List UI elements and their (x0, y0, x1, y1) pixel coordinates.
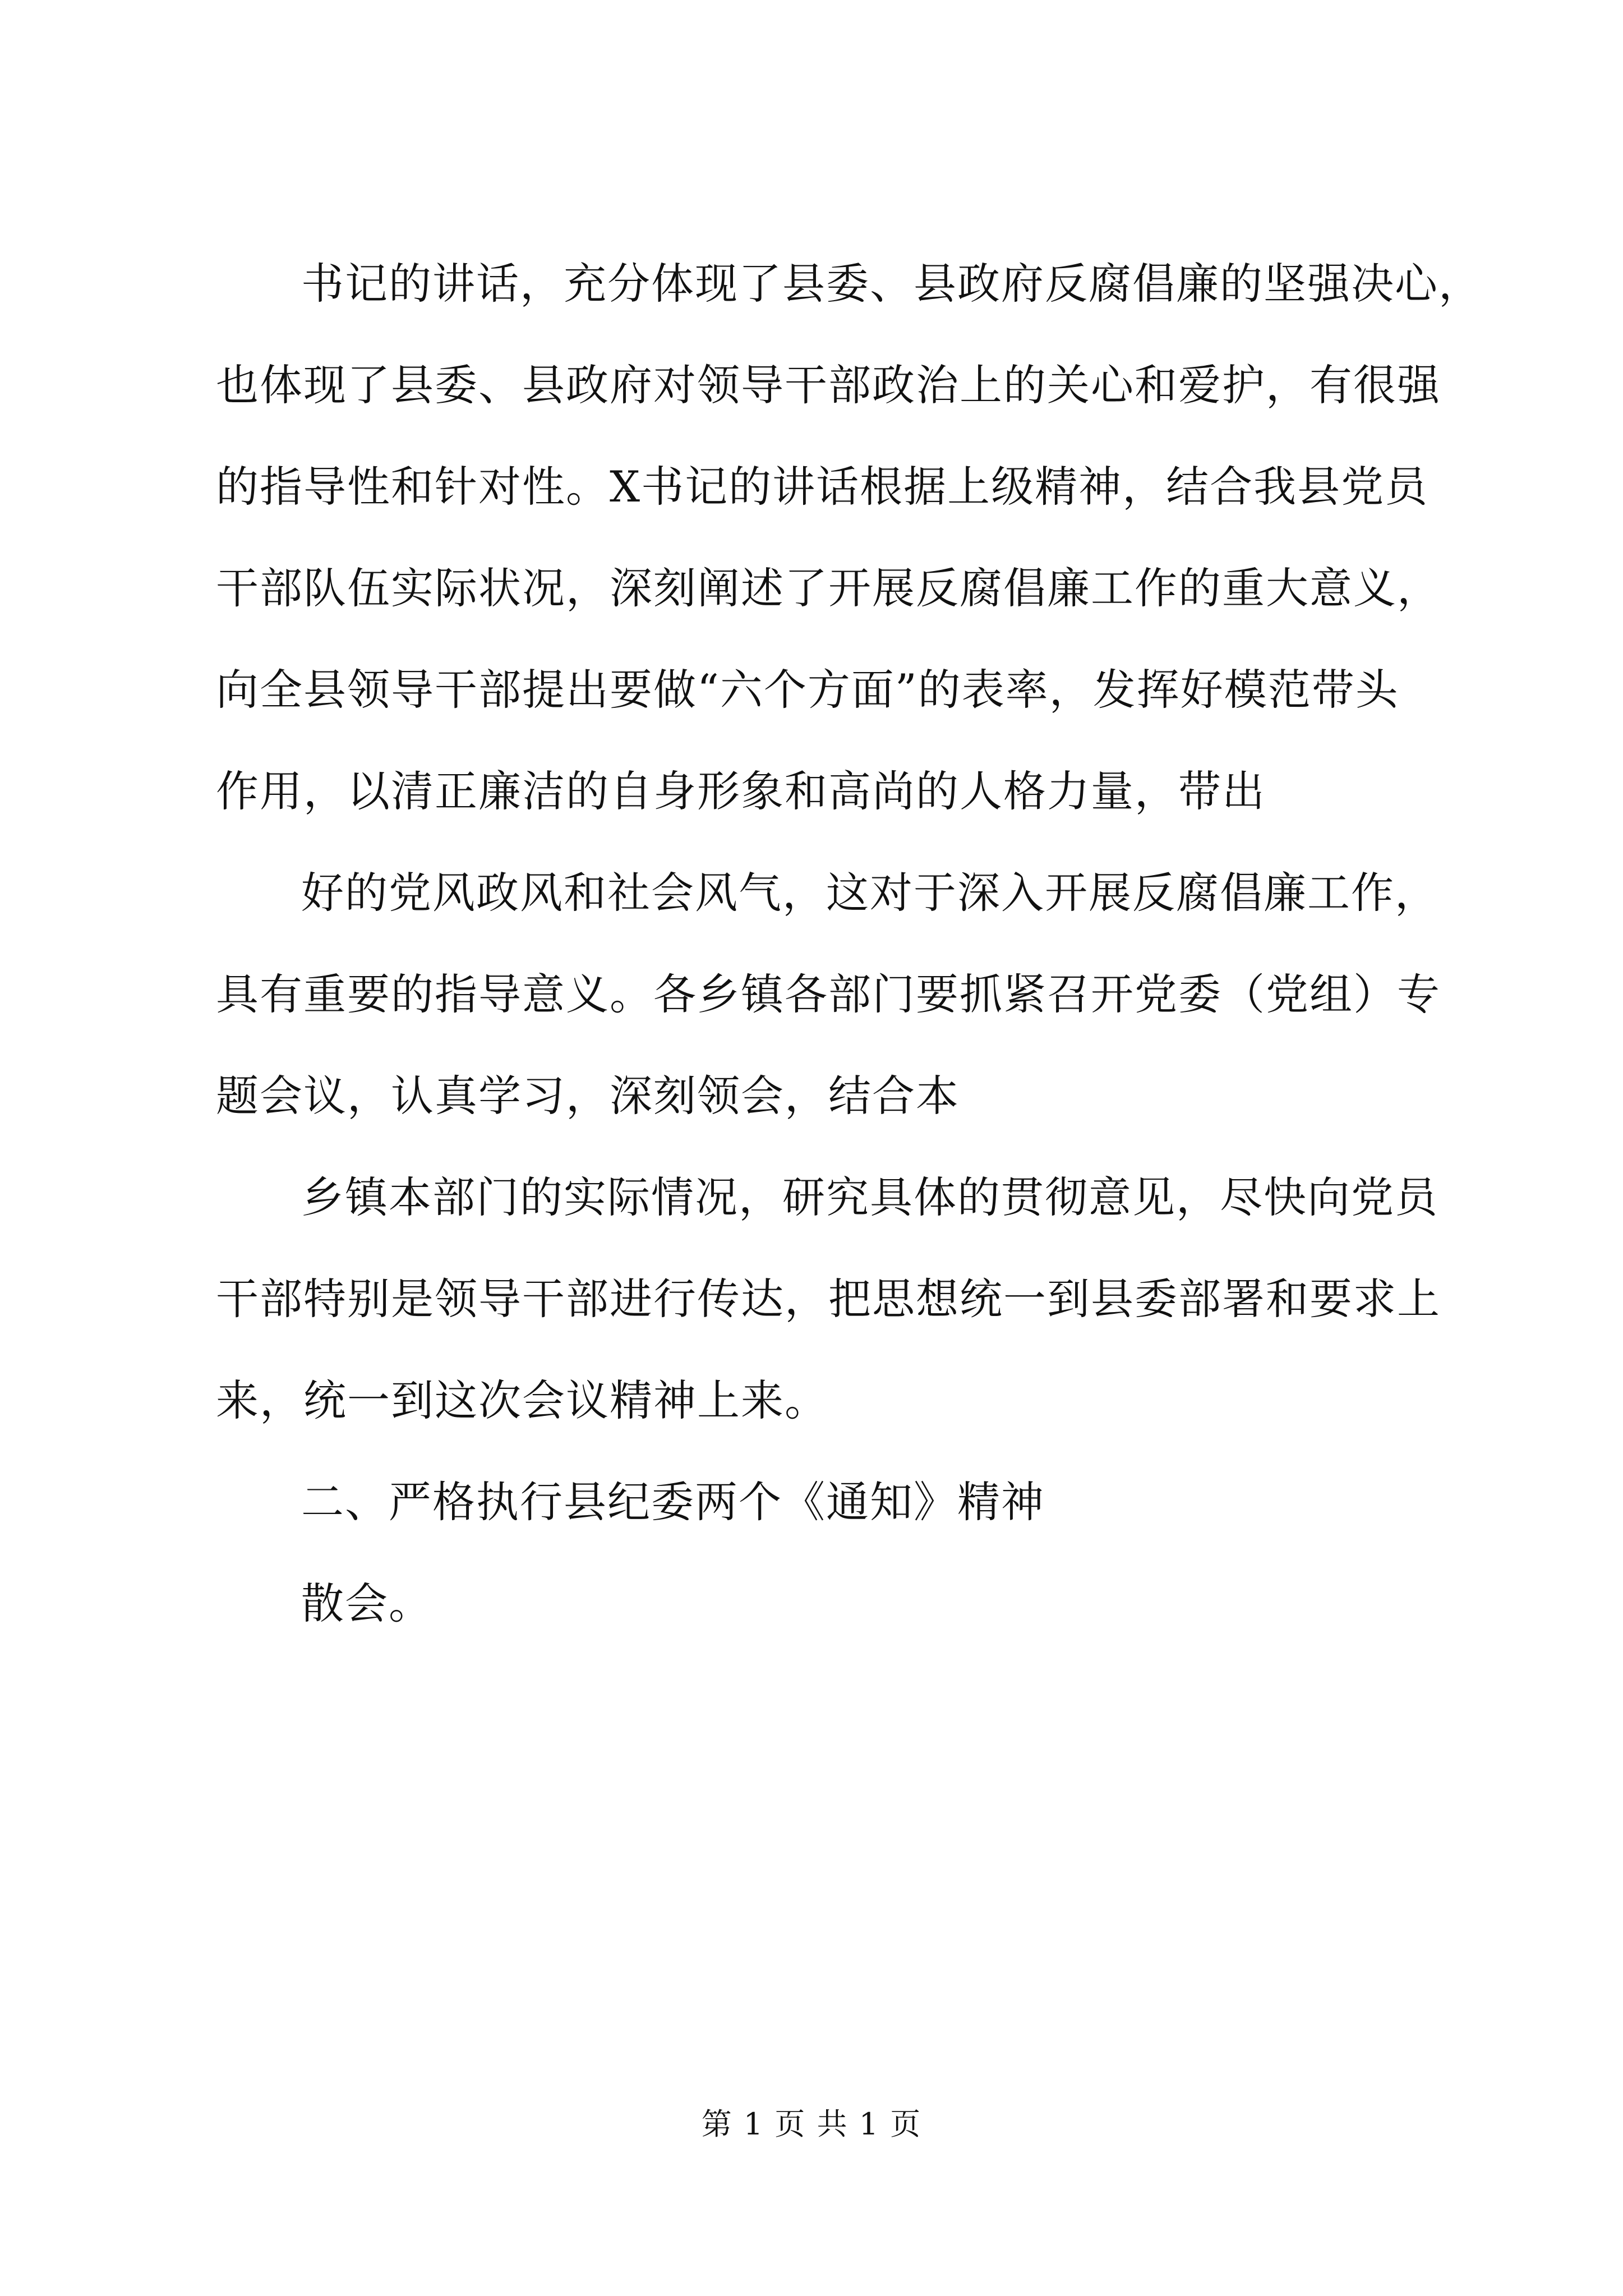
paragraph-line: 具有重要的指导意义。各乡镇各部门要抓紧召开党委（党组）专 (216, 969, 1441, 1019)
closing-line: 散会。 (301, 1579, 432, 1628)
paragraph-line: 作用，以清正廉洁的自身形象和高尚的人格力量，带出 (216, 766, 1266, 816)
paragraph-line: 向全县领导干部提出要做“六个方面”的表率，发挥好模范带头 (216, 665, 1399, 715)
paragraph-line: 书记的讲话，充分体现了县委、县政府反腐倡廉的坚强决心， (301, 259, 1482, 309)
page-number-footer: 第 1 页 共 1 页 (701, 2106, 922, 2142)
paragraph-line: 乡镇本部门的实际情况，研究具体的贯彻意见，尽快向党员 (301, 1172, 1438, 1222)
paragraph-line: 题会议，认真学习，深刻领会，结合本 (216, 1071, 960, 1121)
document-body (216, 258, 1482, 1680)
paragraph-line: 好的党风政风和社会风气，这对于深入开展反腐倡廉工作， (301, 868, 1438, 918)
paragraph-line: 的指导性和针对性。X书记的讲话根据上级精神，结合我县党员 (216, 462, 1429, 512)
paragraph-line: 也体现了县委、县政府对领导干部政治上的关心和爱护，有很强 (216, 360, 1441, 410)
section-heading: 二、严格执行县纪委两个《通知》精神 (301, 1477, 1045, 1527)
paragraph-line: 干部特别是领导干部进行传达，把思想统一到县委部署和要求上 (216, 1274, 1441, 1324)
paragraph-line: 来，统一到这次会议精神上来。 (216, 1375, 828, 1425)
paragraph-line: 干部队伍实际状况，深刻阐述了开展反腐倡廉工作的重大意义， (216, 563, 1441, 613)
